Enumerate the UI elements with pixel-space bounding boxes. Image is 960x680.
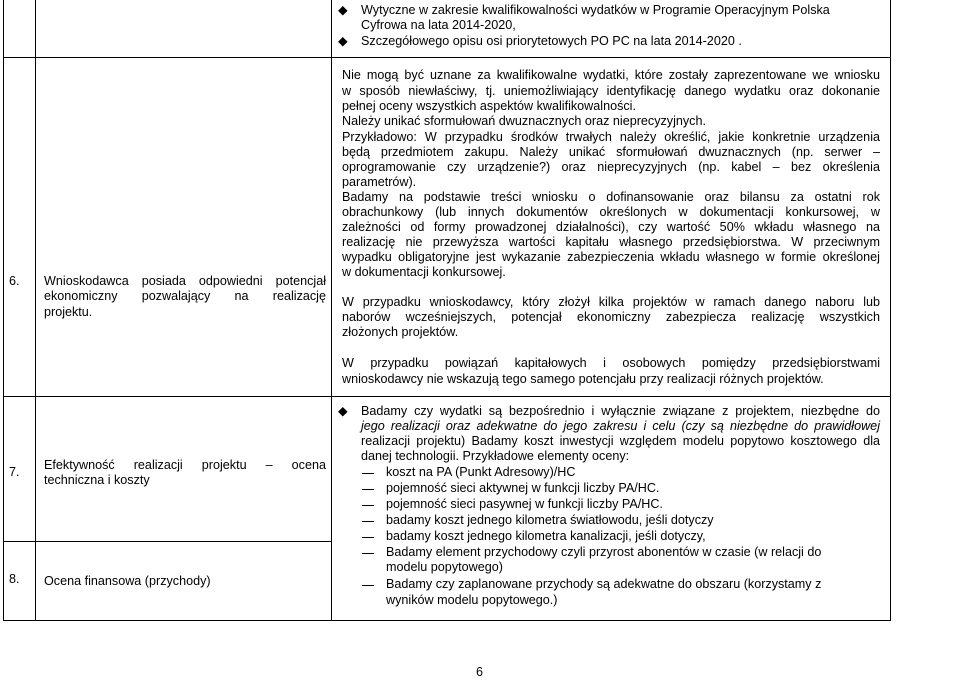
description-line: W przypadku powiązań kapitałowych i osobowych pomiędzy przedsiębiorstwami xyxy=(342,356,880,370)
description-line: Należy unikać sformułowań dwuznacznych oraz nieprecyzyjnych. xyxy=(342,114,706,128)
list-item: Badamy czy zaplanowane przychody są adekwatne do obszaru (korzystamy z xyxy=(386,577,822,591)
criterion-text: ekonomiczny pozwalający na realizację xyxy=(44,289,326,303)
header-bullet-text: Szczegółowego opisu osi priorytetowych PO PC na lata 2014-2020 . xyxy=(361,34,742,48)
description-line: parametrów). xyxy=(342,175,417,189)
criterion-text: projektu. xyxy=(44,305,93,319)
dash-icon xyxy=(362,553,374,554)
criterion-text: Efektywność realizacji projektu – ocena xyxy=(44,458,326,472)
row-number: 8. xyxy=(9,572,20,586)
description-line: pełnej oceny wszystkich aspektów kwalifikowalności. xyxy=(342,99,636,113)
description-line: jego realizacji oraz adekwatne do jego zakresu i celu (czy są niezbędne do prawidłowej xyxy=(361,419,880,433)
description-line: złożonych projektów. xyxy=(342,325,459,339)
description-line: zależności od formy prowadzonej działalności), czy wartość 50% wkładu własnego na xyxy=(342,220,880,234)
criterion-text: techniczna i koszty xyxy=(44,473,150,487)
description-line: w dokumentacji konkursowej. xyxy=(342,265,506,279)
description-line: naborów wcześniejszych, potencjał ekonomiczny zabezpiecza realizację wszystkich xyxy=(342,310,880,324)
column-divider-2 xyxy=(331,0,332,621)
row-divider-header xyxy=(3,57,891,58)
dash-icon xyxy=(362,537,374,538)
row-divider-6-7 xyxy=(3,396,891,397)
list-item: Badamy element przychodowy czyli przyrost abonentów w czasie (w relacji do xyxy=(386,545,822,559)
description-line: W przypadku wnioskodawcy, który złożył kilka projektów w ramach danego naboru lub xyxy=(342,295,880,309)
description-line: będą przedmiotem zakupu. Należy unikać sformułowań dwuznacznych (np. serwer – xyxy=(342,145,880,159)
row-divider-7-8 xyxy=(3,541,332,542)
dash-icon xyxy=(362,521,374,522)
list-item: pojemność sieci aktywnej w funkcji liczby PA/HC. xyxy=(386,481,660,495)
list-item: badamy koszt jednego kilometra światłowodu, jeśli dotyczy xyxy=(386,513,714,527)
bullet-icon: ◆ xyxy=(338,404,348,418)
header-bullet-text: Cyfrowa na lata 2014-2020, xyxy=(361,18,516,32)
bullet-icon: ◆ xyxy=(338,3,348,17)
list-item: pojemność sieci pasywnej w funkcji liczby PA/HC. xyxy=(386,497,663,511)
dash-icon xyxy=(362,585,374,586)
description-line: wnioskodawcy nie wskazują tego samego potencjału przy realizacji różnych projektów. xyxy=(342,372,824,386)
description-line: danej technologii. Przykładowe elementy oceny: xyxy=(361,449,630,463)
description-line: Nie mogą być uznane za kwalifikowalne wydatki, które zostały zaprezentowane we wniosku xyxy=(342,68,880,82)
description-line: wypadku obligatoryjne jest wykazanie zabezpieczenia wkładu własnego w formie określonej xyxy=(342,250,880,264)
description-line: Przykładowo: W przypadku środków trwałych należy określić, jakie konkretnie urządzenia xyxy=(342,130,880,144)
column-divider-1 xyxy=(35,0,36,621)
list-item: koszt na PA (Punkt Adresowy)/HC xyxy=(386,465,576,479)
list-item: wyników modelu popytowego.) xyxy=(386,593,558,607)
description-line: Badamy na podstawie treści wniosku o dofinansowanie oraz bilansu za ostatni rok xyxy=(342,190,880,204)
dash-icon xyxy=(362,489,374,490)
criterion-text: Ocena finansowa (przychody) xyxy=(44,574,211,588)
bullet-icon: ◆ xyxy=(338,34,348,48)
dash-icon xyxy=(362,505,374,506)
description-line: obrachunkowy (lub innych dokumentów określonych w dokumentacji konkursowej, w xyxy=(342,205,880,219)
row-number: 7. xyxy=(9,465,20,479)
description-line: Badamy czy wydatki są bezpośrednio i wyłącznie związane z projektem, niezbędne do xyxy=(361,404,880,418)
dash-icon xyxy=(362,473,374,474)
description-line: realizację nie przewyższa wartości kapitału własnego przedsiębiorstwa. W przeciwnym xyxy=(342,235,880,249)
list-item: modelu popytowego) xyxy=(386,560,503,574)
description-line: realizacji projektu) Badamy koszt inwestycji względem modelu popytowo kosztowego dla xyxy=(361,434,880,448)
description-line: oprogramowanie czy urządzenie?) oraz nieprecyzyjnych (np. kabel – bez określenia xyxy=(342,160,880,174)
table-right-border xyxy=(890,0,891,621)
table-left-border xyxy=(3,0,4,621)
criterion-text: Wnioskodawca posiada odpowiedni potencjał xyxy=(44,274,326,288)
description-line: w sposób niewłaściwy, tj. uniemożliwiający identyfikację danego wydatku oraz dokonanie xyxy=(342,84,880,98)
table-bottom-border xyxy=(3,620,891,621)
row-number: 6. xyxy=(9,274,20,288)
page-number: 6 xyxy=(476,665,484,679)
header-bullet-text: Wytyczne w zakresie kwalifikowalności wydatków w Programie Operacyjnym Polska xyxy=(361,3,830,17)
list-item: badamy koszt jednego kilometra kanalizacji, jeśli dotyczy, xyxy=(386,529,706,543)
